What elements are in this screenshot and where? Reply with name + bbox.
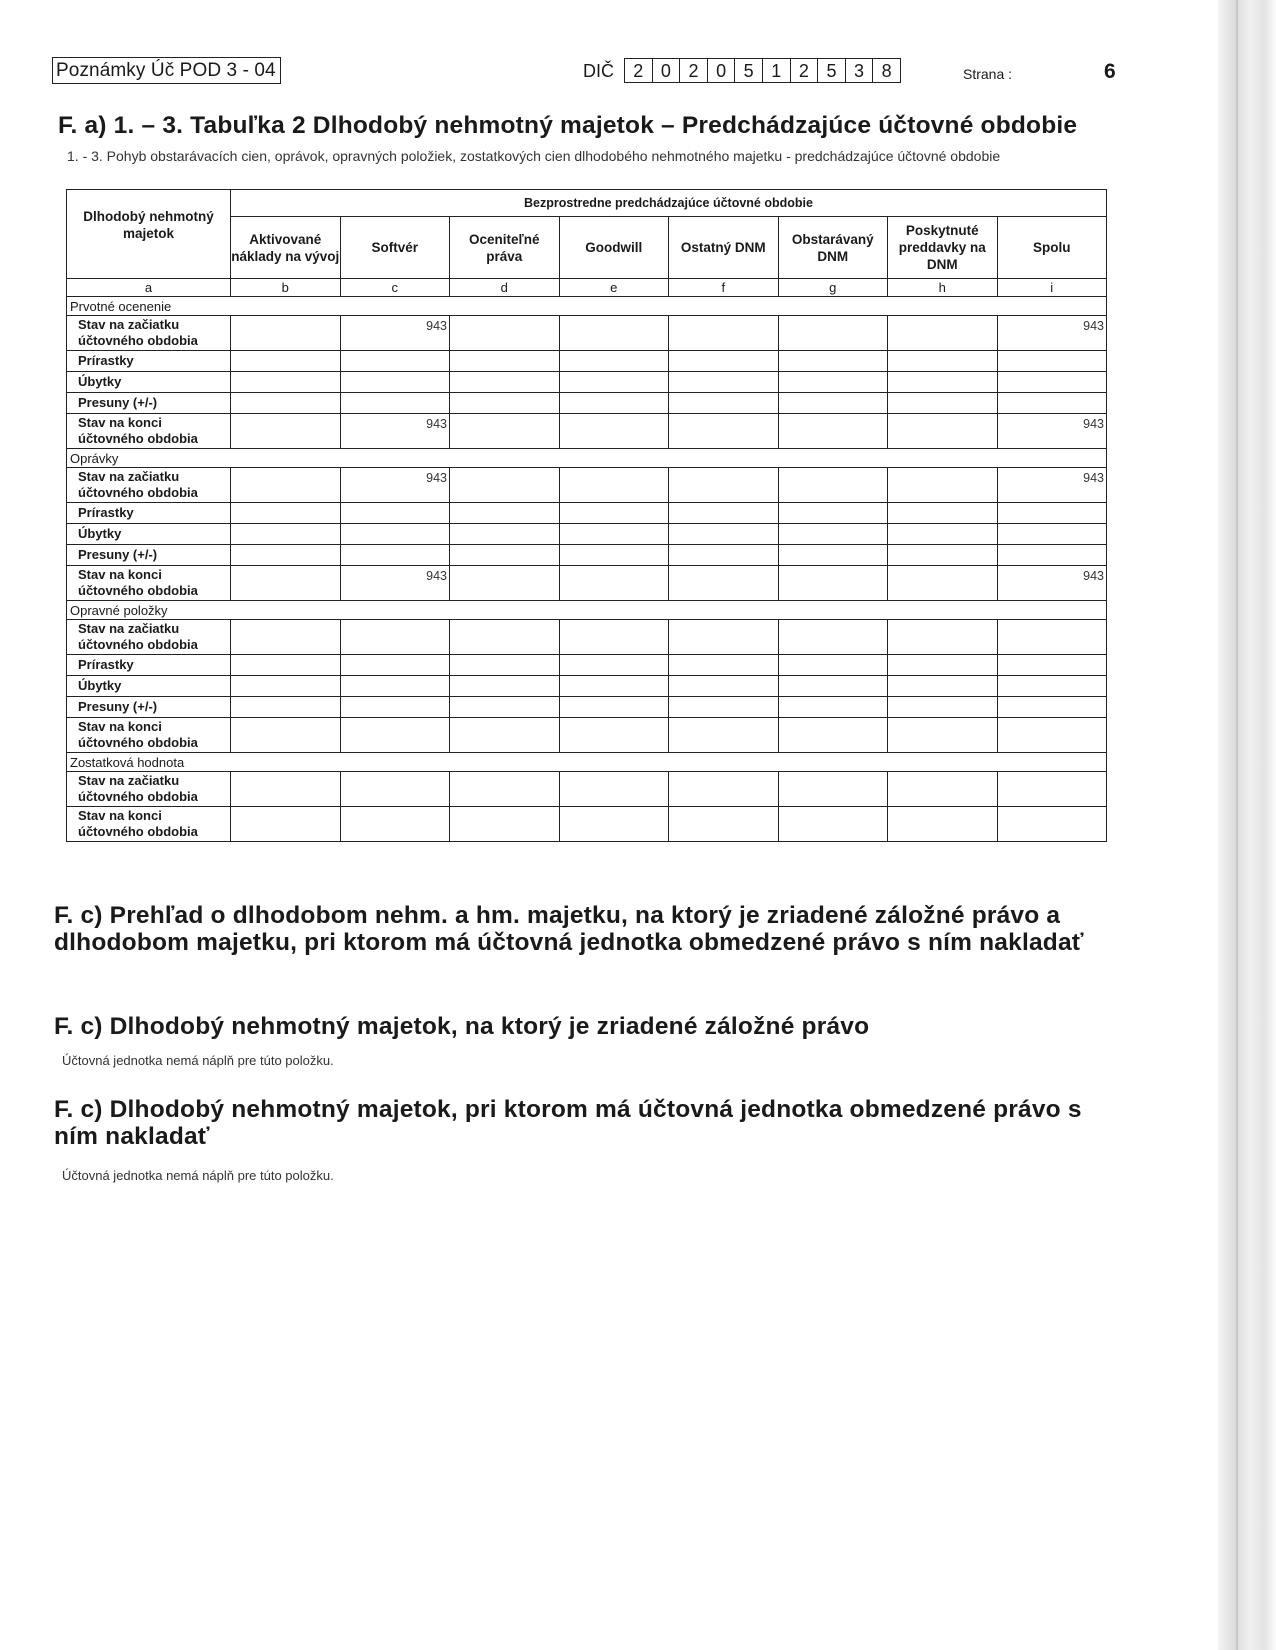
value-cell — [340, 503, 450, 524]
scan-edge-shadow — [1218, 0, 1276, 1650]
value-cell — [778, 503, 888, 524]
value-cell — [669, 393, 779, 414]
value-cell — [450, 697, 560, 718]
row-label: Presuny (+/-) — [67, 697, 231, 718]
value-cell — [997, 351, 1107, 372]
value-cell — [231, 772, 341, 807]
value-cell — [450, 718, 560, 753]
value-cell: 943 — [997, 468, 1107, 503]
column-header: Obstarávaný DNM — [778, 217, 888, 279]
value-cell — [340, 676, 450, 697]
value-cell — [340, 697, 450, 718]
column-header: Poskytnuté preddavky na DNM — [888, 217, 998, 279]
value-cell — [231, 545, 341, 566]
dic-digit: 5 — [735, 59, 763, 82]
value-cell — [888, 351, 998, 372]
value-cell — [997, 503, 1107, 524]
value-cell — [778, 545, 888, 566]
value-cell — [559, 316, 669, 351]
value-cell — [450, 655, 560, 676]
value-cell — [231, 697, 341, 718]
value-cell — [669, 351, 779, 372]
section-fc-pledge-title: F. c) Dlhodobý nehmotný majetok, na ktorý je zriadené záložné právo — [54, 1013, 870, 1040]
column-letter: h — [888, 279, 998, 297]
value-cell — [997, 772, 1107, 807]
value-cell — [778, 414, 888, 449]
value-cell: 943 — [340, 468, 450, 503]
row-label: Stav na začiatku účtovného obdobia — [67, 468, 231, 503]
row-label: Stav na začiatku účtovného obdobia — [67, 772, 231, 807]
value-cell — [450, 503, 560, 524]
value-cell — [888, 655, 998, 676]
row-label: Stav na konci účtovného obdobia — [67, 566, 231, 601]
table-row — [67, 372, 1107, 393]
dic-digit: 2 — [680, 59, 708, 82]
value-cell — [778, 697, 888, 718]
value-cell: 943 — [997, 566, 1107, 601]
value-cell — [450, 620, 560, 655]
value-cell — [997, 620, 1107, 655]
section-label: Opravné položky — [67, 601, 1107, 620]
value-cell — [888, 772, 998, 807]
value-cell — [888, 468, 998, 503]
value-cell — [231, 524, 341, 545]
value-cell — [997, 697, 1107, 718]
table-row — [67, 676, 1107, 697]
table-row — [67, 697, 1107, 718]
value-cell — [997, 807, 1107, 842]
row-label: Presuny (+/-) — [67, 393, 231, 414]
value-cell — [559, 503, 669, 524]
value-cell — [778, 524, 888, 545]
value-cell — [778, 807, 888, 842]
value-cell — [231, 351, 341, 372]
page-label: Strana : — [963, 66, 1013, 82]
value-cell — [559, 524, 669, 545]
value-cell — [340, 524, 450, 545]
dic-digit: 0 — [708, 59, 736, 82]
value-cell — [559, 545, 669, 566]
column-header: Spolu — [997, 217, 1107, 279]
dic-digit: 0 — [653, 59, 681, 82]
value-cell — [559, 718, 669, 753]
value-cell — [340, 372, 450, 393]
value-cell — [340, 351, 450, 372]
asset-header: Dlhodobý nehmotný majetok — [67, 190, 231, 279]
table-row — [67, 524, 1107, 545]
value-cell — [231, 372, 341, 393]
value-cell: 943 — [997, 316, 1107, 351]
value-cell — [559, 655, 669, 676]
value-cell — [340, 545, 450, 566]
row-label: Úbytky — [67, 676, 231, 697]
value-cell — [231, 718, 341, 753]
value-cell — [450, 414, 560, 449]
value-cell — [997, 393, 1107, 414]
value-cell — [778, 655, 888, 676]
value-cell — [559, 697, 669, 718]
value-cell — [669, 316, 779, 351]
table-row — [67, 772, 1107, 807]
value-cell — [669, 772, 779, 807]
table-body — [67, 297, 1107, 842]
value-cell — [888, 620, 998, 655]
period-header: Bezprostredne predchádzajúce účtovné obdobie — [231, 190, 1107, 217]
value-cell — [450, 316, 560, 351]
restricted-note: Účtovná jednotka nemá náplň pre túto položku. — [62, 1168, 334, 1183]
section-fa-subtitle: 1. - 3. Pohyb obstarávacích cien, oprávok, opravných položiek, zostatkových cien dlhodobého nehmotného majetku - predchádzajúce účtovné obdobie — [67, 148, 1001, 164]
value-cell — [450, 676, 560, 697]
section-label: Zostatková hodnota — [67, 753, 1107, 772]
value-cell — [559, 351, 669, 372]
pledge-note: Účtovná jednotka nemá náplň pre túto položku. — [62, 1053, 334, 1068]
value-cell — [669, 807, 779, 842]
value-cell — [778, 393, 888, 414]
value-cell — [559, 772, 669, 807]
table-row — [67, 566, 1107, 601]
value-cell — [559, 414, 669, 449]
table-row — [67, 655, 1107, 676]
value-cell — [669, 468, 779, 503]
value-cell — [450, 772, 560, 807]
value-cell — [778, 351, 888, 372]
value-cell — [888, 414, 998, 449]
value-cell — [340, 807, 450, 842]
dic-digit: 3 — [846, 59, 874, 82]
table-header — [67, 190, 1107, 297]
dic-number — [624, 58, 901, 83]
value-cell — [231, 503, 341, 524]
value-cell: 943 — [997, 414, 1107, 449]
column-header: Oceniteľné práva — [450, 217, 560, 279]
column-letter: f — [669, 279, 779, 297]
row-label: Prírastky — [67, 351, 231, 372]
value-cell — [669, 655, 779, 676]
value-cell — [231, 566, 341, 601]
value-cell — [559, 468, 669, 503]
value-cell — [778, 676, 888, 697]
column-header: Ostatný DNM — [669, 217, 779, 279]
value-cell — [559, 393, 669, 414]
dic-digit: 2 — [791, 59, 819, 82]
column-header: Goodwill — [559, 217, 669, 279]
value-cell — [888, 316, 998, 351]
section-row — [67, 601, 1107, 620]
value-cell — [778, 620, 888, 655]
section-fa-title: F. a) 1. – 3. Tabuľka 2 Dlhodobý nehmotný majetok – Predchádzajúce účtovné obdobie — [58, 112, 1078, 139]
value-cell — [888, 372, 998, 393]
dic-digit: 2 — [625, 59, 653, 82]
row-label: Stav na konci účtovného obdobia — [67, 414, 231, 449]
section-row — [67, 297, 1107, 316]
value-cell — [559, 807, 669, 842]
value-cell — [669, 697, 779, 718]
value-cell — [888, 545, 998, 566]
value-cell — [778, 772, 888, 807]
value-cell — [669, 620, 779, 655]
section-row — [67, 449, 1107, 468]
value-cell — [231, 620, 341, 655]
row-label: Úbytky — [67, 372, 231, 393]
value-cell — [450, 351, 560, 372]
value-cell — [231, 468, 341, 503]
column-letter: b — [231, 279, 341, 297]
value-cell — [778, 566, 888, 601]
value-cell — [669, 503, 779, 524]
value-cell — [997, 718, 1107, 753]
value-cell — [231, 676, 341, 697]
section-fc-restricted-title: F. c) Dlhodobý nehmotný majetok, pri ktorom má účtovná jednotka obmedzené právo s ním nakladať — [54, 1096, 1082, 1150]
value-cell — [888, 676, 998, 697]
value-cell — [231, 807, 341, 842]
value-cell — [997, 372, 1107, 393]
table-row — [67, 351, 1107, 372]
column-letter: a — [67, 279, 231, 297]
value-cell — [231, 414, 341, 449]
dic-digit: 8 — [881, 61, 892, 81]
value-cell: 943 — [340, 316, 450, 351]
table-row — [67, 620, 1107, 655]
value-cell: 943 — [340, 566, 450, 601]
value-cell — [997, 676, 1107, 697]
value-cell — [888, 503, 998, 524]
scan-edge-line — [1236, 0, 1238, 1650]
table-row — [67, 468, 1107, 503]
table-row — [67, 807, 1107, 842]
row-label: Stav na začiatku účtovného obdobia — [67, 316, 231, 351]
value-cell — [778, 468, 888, 503]
value-cell — [559, 566, 669, 601]
table-row — [67, 316, 1107, 351]
value-cell: 943 — [340, 414, 450, 449]
value-cell — [340, 772, 450, 807]
section-row — [67, 753, 1107, 772]
row-label: Úbytky — [67, 524, 231, 545]
section-label: Prvotné ocenenie — [67, 297, 1107, 316]
intangible-assets-table — [66, 189, 1107, 842]
value-cell — [669, 372, 779, 393]
value-cell — [231, 393, 341, 414]
value-cell — [450, 393, 560, 414]
value-cell — [888, 566, 998, 601]
value-cell — [231, 316, 341, 351]
table-row — [67, 414, 1107, 449]
column-letter: d — [450, 279, 560, 297]
value-cell — [340, 393, 450, 414]
row-label: Prírastky — [67, 655, 231, 676]
section-fc-overview-title: F. c) Prehľad o dlhodobom nehm. a hm. majetku, na ktorý je zriadené záložné právo a dlhodobom majetku, pri ktorom má účtovná jednotka obmedzené právo s ním nakladať — [54, 902, 1084, 956]
row-label: Stav na začiatku účtovného obdobia — [67, 620, 231, 655]
value-cell — [559, 676, 669, 697]
row-label: Presuny (+/-) — [67, 545, 231, 566]
value-cell — [231, 655, 341, 676]
column-letter: i — [997, 279, 1107, 297]
value-cell — [669, 718, 779, 753]
row-label: Stav na konci účtovného obdobia — [67, 718, 231, 753]
value-cell — [888, 718, 998, 753]
value-cell — [559, 372, 669, 393]
value-cell — [669, 524, 779, 545]
dic-label: DIČ — [583, 61, 614, 81]
dic-digit: 1 — [763, 59, 791, 82]
value-cell — [340, 655, 450, 676]
value-cell — [888, 697, 998, 718]
value-cell — [559, 620, 669, 655]
page-number: 6 — [1104, 60, 1116, 83]
table-row — [67, 393, 1107, 414]
value-cell — [669, 566, 779, 601]
column-letter: e — [559, 279, 669, 297]
column-header: Aktivované náklady na vývoj — [231, 217, 341, 279]
value-cell — [450, 545, 560, 566]
value-cell — [669, 676, 779, 697]
value-cell — [888, 393, 998, 414]
value-cell — [778, 316, 888, 351]
form-code: Poznámky Úč POD 3 - 04 — [52, 57, 281, 84]
row-label: Stav na konci účtovného obdobia — [67, 807, 231, 842]
value-cell — [669, 414, 779, 449]
value-cell — [778, 372, 888, 393]
value-cell — [450, 372, 560, 393]
table-row — [67, 503, 1107, 524]
table-row — [67, 545, 1107, 566]
table-row — [67, 718, 1107, 753]
value-cell — [997, 655, 1107, 676]
value-cell — [669, 545, 779, 566]
value-cell — [340, 620, 450, 655]
column-letter: c — [340, 279, 450, 297]
column-header: Softvér — [340, 217, 450, 279]
value-cell — [340, 718, 450, 753]
column-letter: g — [778, 279, 888, 297]
value-cell — [888, 807, 998, 842]
value-cell — [450, 468, 560, 503]
section-label: Oprávky — [67, 449, 1107, 468]
dic-digit: 5 — [818, 59, 846, 82]
value-cell — [450, 524, 560, 545]
value-cell — [778, 718, 888, 753]
value-cell — [997, 524, 1107, 545]
value-cell — [450, 566, 560, 601]
row-label: Prírastky — [67, 503, 231, 524]
value-cell — [888, 524, 998, 545]
value-cell — [450, 807, 560, 842]
value-cell — [997, 545, 1107, 566]
